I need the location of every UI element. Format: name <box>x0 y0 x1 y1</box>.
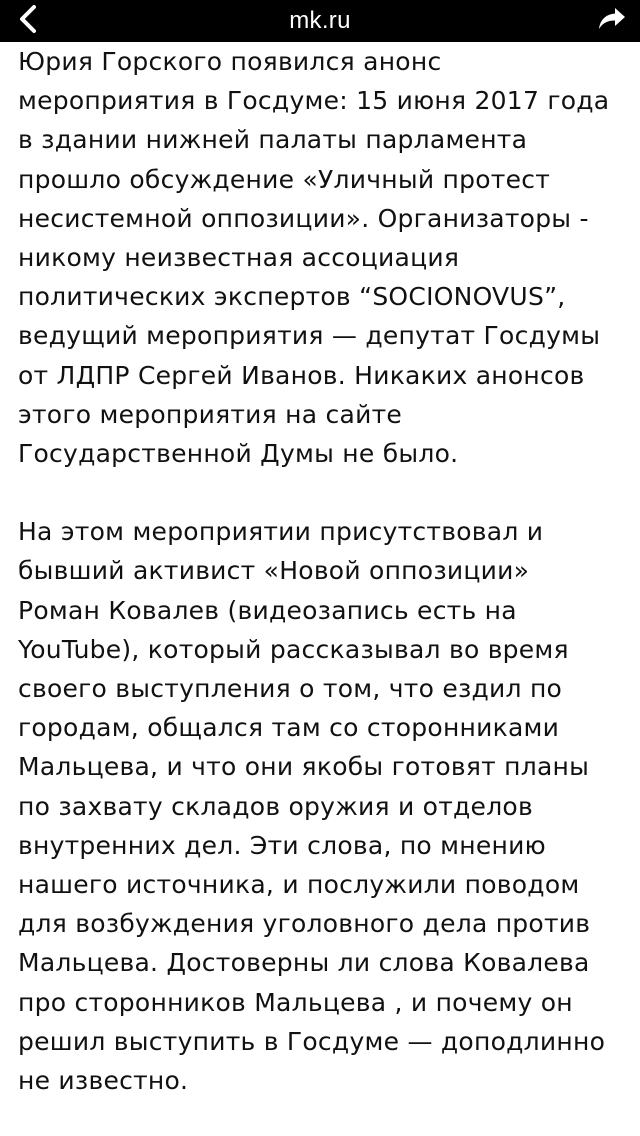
article-text-line: своего выступления о том, что ездил по <box>18 674 563 704</box>
article-text-line: нашего источника, и послужили поводом <box>18 870 580 900</box>
article-paragraph <box>18 42 634 473</box>
article-text-line: городам, общался там со сторонниками <box>18 713 560 743</box>
top-navigation-bar <box>0 0 640 42</box>
article-text-line: про сторонников Мальцева , и почему он <box>18 987 573 1017</box>
paragraph-spacer <box>18 473 634 512</box>
article-body <box>18 42 634 1100</box>
site-title: mk.ru <box>289 7 351 34</box>
article-text-line: в здании нижней палаты парламента <box>18 125 528 155</box>
article-text-line: решил выступить в Госдуме — доподлинно <box>18 1026 606 1056</box>
article-text-line: ведущий мероприятия — депутат Госдумы <box>18 321 601 351</box>
article-text-line: этого мероприятия на сайте <box>18 399 403 429</box>
share-button[interactable] <box>584 0 640 42</box>
article-paragraph <box>18 512 634 1100</box>
article-text-line: YouTube), который рассказывал во время <box>18 634 569 664</box>
article-text-line: Юрия Горского появился анонс <box>18 47 442 76</box>
article-text-line: На этом мероприятии присутствовал и <box>18 517 544 547</box>
share-arrow-icon <box>597 6 627 36</box>
article-text-line: прошло обсуждение «Уличный протест <box>18 164 551 194</box>
article-text-line: бывший активист «Новой оппозиции» <box>18 556 530 586</box>
article-text-line: от ЛДПР Сергей Иванов. Никаких анонсов <box>18 360 585 390</box>
article-text-line: Мальцева. Достоверны ли слова Ковалева <box>18 948 590 978</box>
article-text-line: несистемной оппозиции». Организаторы - <box>18 203 589 233</box>
article-text-line: внутренних дел. Эти слова, по мнению <box>18 830 546 860</box>
article-text-line: политических экспертов “SOCIONOVUS”, <box>18 282 566 312</box>
article-text-line: для возбуждения уголовного дела против <box>18 909 591 939</box>
article-text-line: Мальцева, и что они якобы готовят планы <box>18 752 590 782</box>
article-text-line: Государственной Думы не было. <box>18 439 459 469</box>
article-text-line: мероприятия в Госдуме: 15 июня 2017 года <box>18 86 610 116</box>
article-text-line: не известно. <box>18 1066 189 1096</box>
article-text-line: Роман Ковалев (видеозапись есть на <box>18 595 517 625</box>
article-text-line: по захвату складов оружия и отделов <box>18 791 533 821</box>
article-text-line: никому неизвестная ассоциация <box>18 243 460 273</box>
